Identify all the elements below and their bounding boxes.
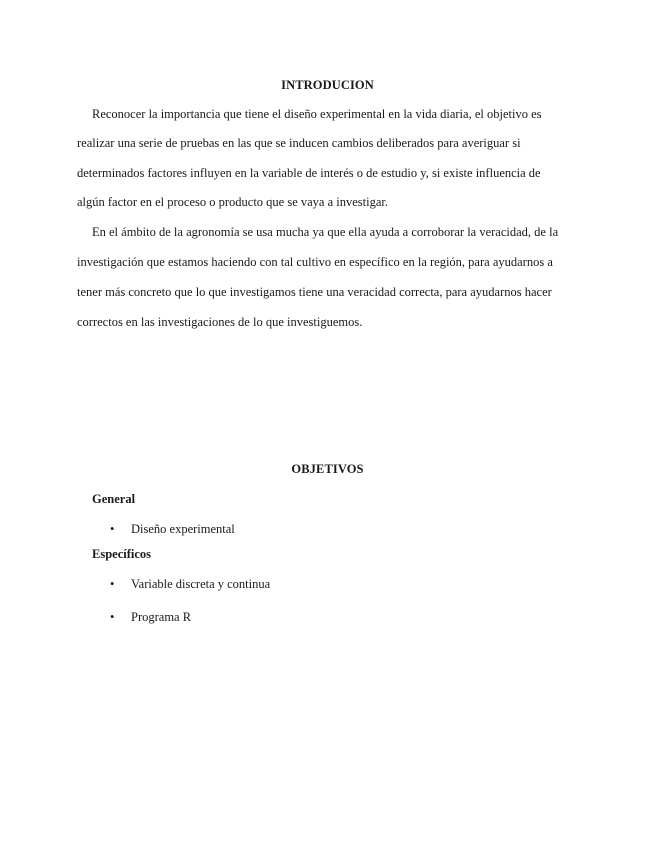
intro-line-3: determinados factores influyen en la variable de interés o de estudio y, si existe influencia de (77, 166, 541, 180)
intro-line-2: realizar una serie de pruebas en las que se inducen cambios deliberados para averiguar si (77, 136, 521, 150)
intro-line-8: correctos en las investigaciones de lo que investiguemos. (77, 315, 363, 329)
intro-line-5: En el ámbito de la agronomía se usa mucha ya que ella ayuda a corroborar la veracidad, de la (92, 225, 559, 239)
specific-item-2: Programa R (131, 610, 192, 624)
list-item (110, 610, 191, 625)
intro-line-4: algún factor en el proceso o producto que se vaya a investigar. (77, 195, 388, 209)
general-label: General (92, 492, 136, 506)
general-item-1: Diseño experimental (131, 522, 235, 536)
intro-line-7: tener más concreto que lo que investigamos tiene una veracidad correcta, para ayudarnos hacer (77, 285, 552, 299)
list-item (110, 522, 235, 537)
bullet-icon: • (110, 610, 115, 624)
intro-line-1: Reconocer la importancia que tiene el diseño experimental en la vida diaria, el objetivo es (92, 107, 542, 121)
specific-item-1: Variable discreta y continua (131, 577, 271, 591)
objectives-title: OBJETIVOS (291, 462, 364, 476)
bullet-icon: • (110, 522, 115, 536)
list-item (110, 577, 270, 592)
introduction-title: INTRODUCION (281, 78, 374, 92)
intro-line-6: investigación que estamos haciendo con tal cultivo en específico en la región, para ayudarnos a (77, 255, 553, 269)
specific-label: Específicos (92, 547, 152, 561)
bullet-icon: • (110, 577, 115, 591)
